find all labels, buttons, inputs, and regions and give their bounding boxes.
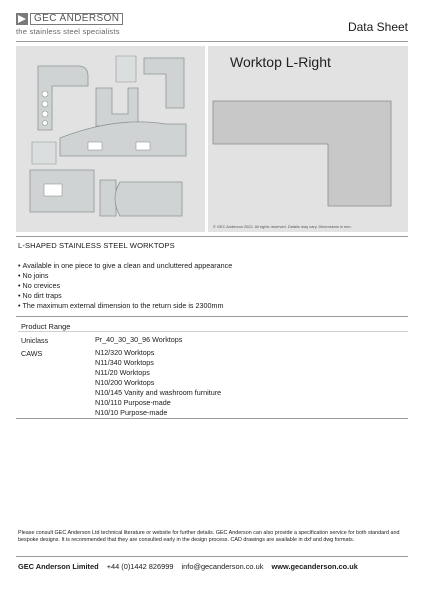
feature-item: • The maximum external dimension to the return side is 2300mm bbox=[18, 301, 232, 311]
product-drawing-panel bbox=[208, 46, 408, 232]
footer-phone[interactable]: +44 (0)1442 826999 bbox=[106, 562, 174, 571]
l-shape-plan-drawing bbox=[208, 46, 408, 232]
uniclass-label: Uniclass bbox=[21, 336, 49, 345]
copyright-notice: © GEC Anderson 2022. All rights reserved. Details may vary. Dimensions in mm. bbox=[213, 224, 352, 229]
header-divider bbox=[16, 41, 408, 42]
caws-values bbox=[95, 348, 221, 418]
caws-item: N10/200 Worktops bbox=[95, 378, 155, 387]
range-title-divider bbox=[18, 331, 408, 332]
caws-label: CAWS bbox=[21, 349, 43, 358]
range-divider-top bbox=[16, 316, 408, 317]
footer-email[interactable]: info@gecanderson.co.uk bbox=[181, 562, 264, 571]
footnote-text: Please consult GEC Anderson Ltd technical literature or website for further details. GEC Anderson can also provide a specification service for both standard and bespoke designs. It is recommended that they are consulted early in the design process. CAD drawings are available in dxf and dwg formats. bbox=[18, 530, 400, 543]
image-divider bbox=[16, 236, 408, 237]
product-collage-image bbox=[16, 46, 205, 232]
header bbox=[16, 12, 408, 40]
brand-tagline: the stainless steel specialists bbox=[16, 27, 120, 36]
logo-flag-icon bbox=[16, 13, 28, 25]
feature-item: • No joins bbox=[18, 271, 232, 281]
brand-name: GEC ANDERSON bbox=[30, 13, 123, 25]
footer-website[interactable]: www.gecanderson.co.uk bbox=[271, 562, 358, 571]
footer bbox=[18, 562, 410, 571]
caws-item: N10/10 Purpose-made bbox=[95, 408, 168, 417]
feature-item: • Available in one piece to give a clean and uncluttered appearance bbox=[18, 261, 232, 271]
caws-item: N10/110 Purpose-made bbox=[95, 398, 171, 407]
feature-item: • No dirt traps bbox=[18, 291, 232, 301]
footer-divider bbox=[16, 556, 408, 557]
footer-company: GEC Anderson Limited bbox=[18, 562, 99, 571]
caws-item: N10/145 Vanity and washroom furniture bbox=[95, 388, 222, 397]
feature-item: • No crevices bbox=[18, 281, 232, 291]
section-title: L-SHAPED STAINLESS STEEL WORKTOPS bbox=[18, 241, 175, 250]
product-title: Worktop L-Right bbox=[230, 54, 331, 70]
worktop-shapes-illustration bbox=[16, 46, 205, 232]
product-range-title: Product Range bbox=[21, 322, 71, 331]
uniclass-value: Pr_40_30_30_96 Worktops bbox=[95, 335, 183, 344]
brand-logo[interactable] bbox=[16, 12, 126, 25]
range-divider-bottom bbox=[16, 418, 408, 419]
doc-type-label: Data Sheet bbox=[347, 20, 408, 34]
features-list bbox=[18, 261, 232, 311]
caws-item: N11/20 Worktops bbox=[95, 368, 150, 377]
caws-item: N12/320 Worktops bbox=[95, 348, 155, 357]
caws-item: N11/340 Worktops bbox=[95, 358, 154, 367]
